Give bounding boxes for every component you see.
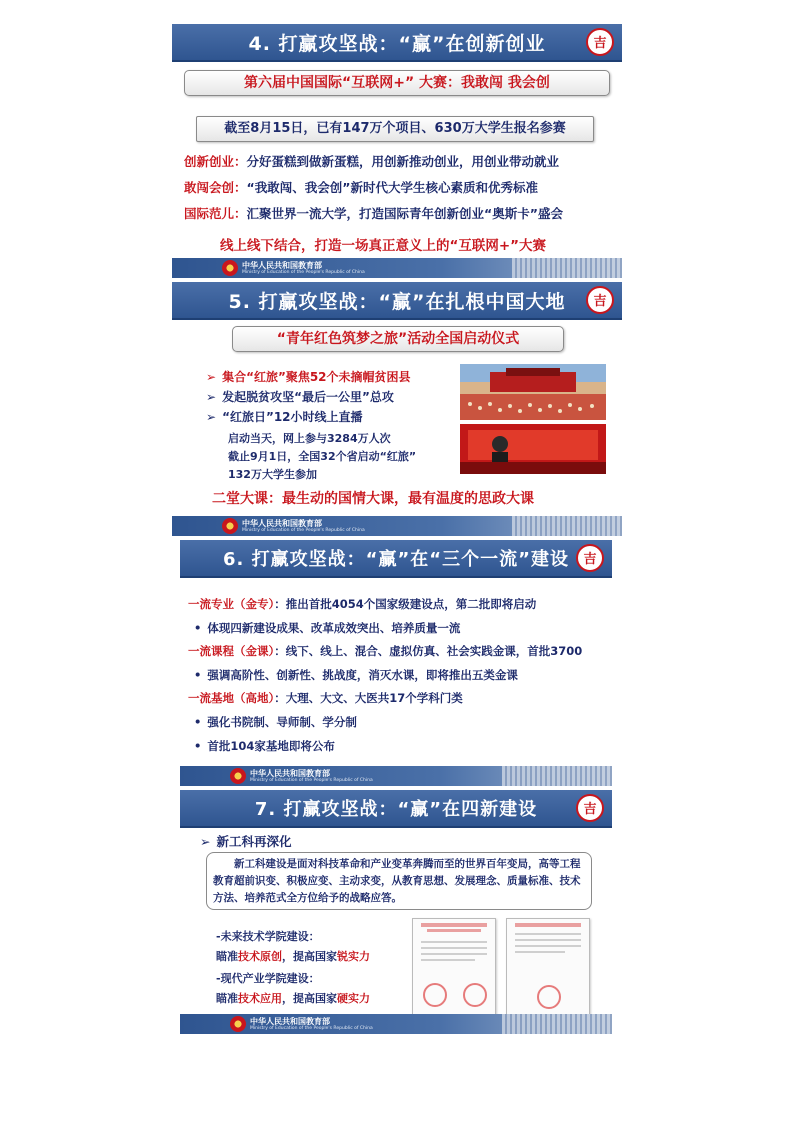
slide-7-heading: ➢ 新工科再深化: [200, 834, 292, 849]
slide-7-line-3: -现代产业学院建设：: [216, 972, 320, 985]
footer: 中华人民共和国教育部 Ministry of Education of the People's Republic of China: [180, 1014, 612, 1034]
slide-6-row-2: • 体现四新建设成果、改革成效突出、培养质量一流: [194, 620, 460, 636]
slide-5-bullet-3: ➢ “红旅日”12小时线上直播: [206, 410, 363, 424]
slide-6-row-7: • 首批104家基地即将公布: [194, 738, 335, 754]
slide-5-detail-3: 132万大学生参加: [228, 468, 317, 481]
national-emblem-icon: [222, 518, 238, 534]
slide-4-title: 4. 打赢攻坚战：“赢”在创新创业: [248, 32, 546, 55]
building-image: [502, 1014, 612, 1034]
slide-5-banner: “青年红色筑梦之旅”活动全国启动仪式: [232, 326, 564, 352]
slide-4-banner: 第六届中国国际“互联网+” 大赛：我敢闯 我会创: [184, 70, 610, 96]
slide-6-row-4: • 强调高阶性、创新性、挑战度，消灭水课，即将推出五类金课: [194, 667, 518, 683]
national-emblem-icon: [230, 1016, 246, 1032]
slide-5-bullet-1: ➢ 集合“红旅”聚焦52个未摘帽贫困县: [206, 370, 411, 384]
slide-7-line-1: -未来技术学院建设：: [216, 930, 320, 943]
svg-text:吉: 吉: [593, 36, 607, 51]
slide-4-subbanner: 截至8月15日，已有147万个项目、630万大学生报名参赛: [196, 116, 594, 142]
document-thumbnail-2: [506, 918, 590, 1016]
slide-5: [172, 282, 622, 536]
slide-4: [172, 24, 622, 278]
slide-6-row-1: 一流专业（金专）：推出首批4054个国家级建设点，第二批即将启动: [188, 597, 537, 611]
slide-5-title: 5. 打赢攻坚战：“赢”在扎根中国大地: [228, 290, 566, 313]
footer: 中华人民共和国教育部 Ministry of Education of the People's Republic of China: [172, 258, 622, 278]
university-logo-icon: [576, 794, 604, 822]
slide-6: [180, 540, 612, 786]
slide-4-conclusion: 线上线下结合，打造一场真正意义上的“互联网+”大赛: [220, 238, 547, 254]
ceremony-photo: [460, 364, 606, 420]
slide-6-row-5: 一流基地（高地）：大理、大文、大医共17个学科门类: [188, 691, 463, 705]
footer: 中华人民共和国教育部 Ministry of Education of the People's Republic of China: [172, 516, 622, 536]
slide-4-item-1: 创新创业：分好蛋糕到做新蛋糕，用创新推动创业，用创业带动就业: [184, 154, 560, 169]
document-thumbnail-1: [412, 918, 496, 1016]
slide-7: [180, 790, 612, 1034]
svg-text:吉: 吉: [593, 294, 607, 309]
slide-7-line-2: 瞄准技术原创，提高国家锐实力: [216, 950, 370, 963]
slide-5-conclusion: 二堂大课：最生动的国情大课，最有温度的思政大课: [212, 491, 534, 507]
building-image: [512, 516, 622, 536]
slide-6-row-3: 一流课程（金课）：线下、线上、混合、虚拟仿真、社会实践金课，首批3700: [188, 644, 583, 658]
slide-5-detail-2: 截止9月1日，全国32个省启动“红旅”: [228, 450, 417, 463]
slide-7-header: [180, 790, 612, 828]
slide-4-item-3: 国际范儿：汇聚世界一流大学，打造国际青年创新创业“奥斯卡”盛会: [184, 206, 563, 221]
slide-6-header: [180, 540, 612, 578]
slide-6-row-6: • 强化书院制、导师制、学分制: [194, 714, 357, 730]
building-image: [502, 766, 612, 786]
slide-7-line-4: 瞄准技术应用，提高国家硬实力: [216, 992, 370, 1005]
livestream-photo: [460, 424, 606, 474]
slide-4-item-2: 敢闯会创：“我敢闯、我会创”新时代大学生核心素质和优秀标准: [184, 180, 538, 195]
national-emblem-icon: [230, 768, 246, 784]
svg-text:吉: 吉: [583, 802, 597, 817]
building-image: [512, 258, 622, 278]
slide-7-title: 7. 打赢攻坚战：“赢”在四新建设: [254, 799, 538, 820]
national-emblem-icon: [222, 260, 238, 276]
university-logo-icon: [576, 544, 604, 572]
footer: 中华人民共和国教育部 Ministry of Education of the People's Republic of China: [180, 766, 612, 786]
slide-4-header: [172, 24, 622, 62]
slide-5-header: [172, 282, 622, 320]
svg-text:吉: 吉: [583, 552, 597, 567]
slide-7-box: 新工科建设是面对科技革命和产业变革奔腾而至的世界百年变局，高等工程教育超前识变、积极应变、主动求变，从教育思想、发展理念、质量标准、技术方法、培养范式全方位给予的战略应答。: [206, 852, 592, 910]
slide-5-detail-1: 启动当天，网上参与3284万人次: [228, 432, 391, 445]
university-logo-icon: [586, 286, 614, 314]
slide-6-title: 6. 打赢攻坚战：“赢”在“三个一流”建设: [223, 549, 569, 570]
slide-5-bullet-2: ➢ 发起脱贫攻坚“最后一公里”总攻: [206, 390, 394, 404]
university-logo-icon: [586, 28, 614, 56]
